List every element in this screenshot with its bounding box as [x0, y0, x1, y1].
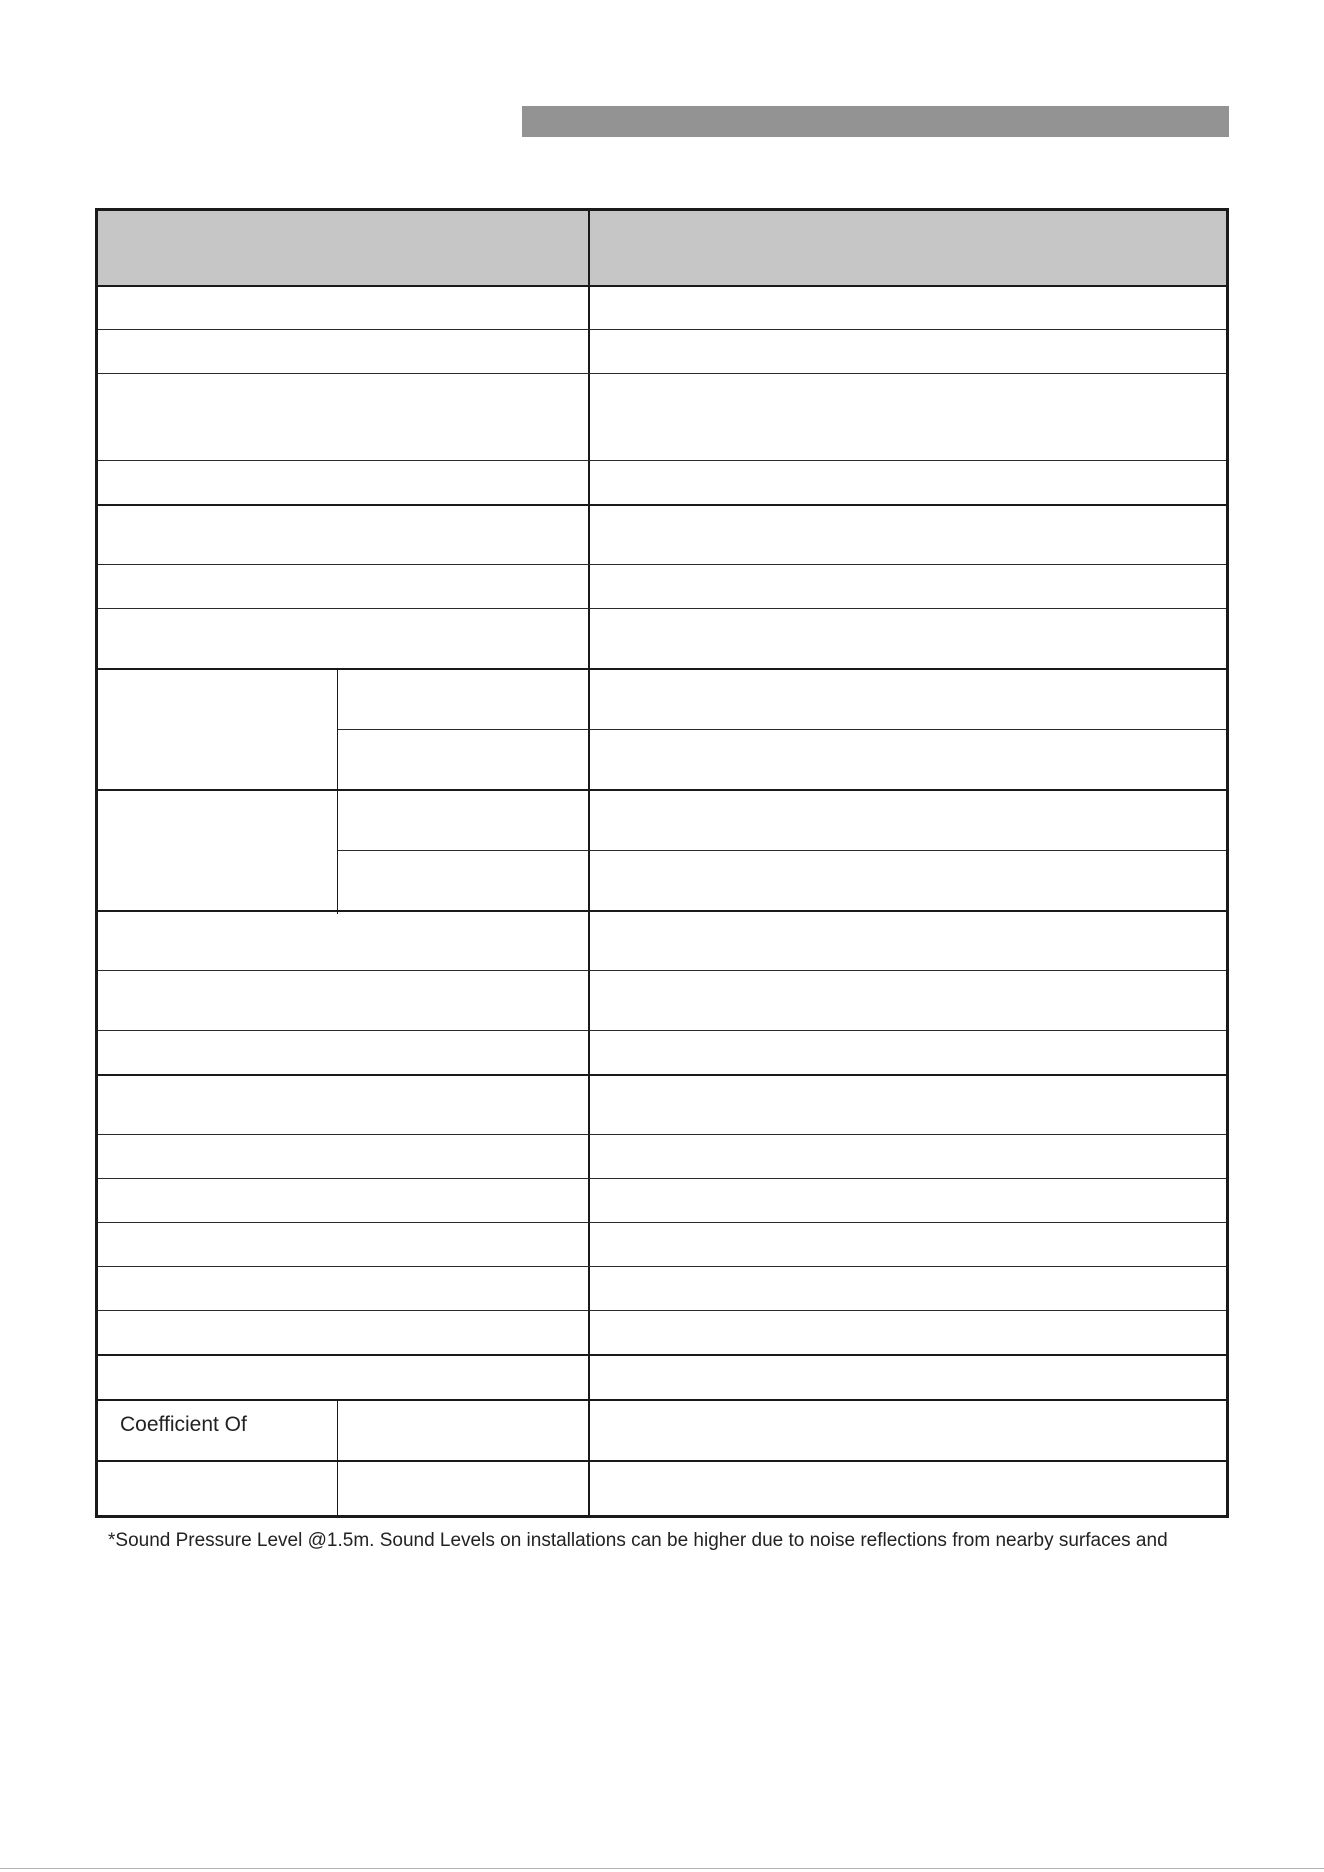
table-row: [98, 564, 1226, 565]
group-label-coefficient-of: Coefficient Of: [120, 1413, 247, 1436]
subcolumn-divider-2: [337, 1400, 338, 1518]
table-row: [98, 668, 1226, 670]
table-row: [98, 1178, 1226, 1179]
table-row: [98, 1266, 1226, 1267]
table-row: [98, 504, 1226, 506]
page-bottom-rule: [0, 1868, 1324, 1869]
table-row: [98, 1222, 1226, 1223]
table-row: [98, 970, 1226, 971]
table-row: [98, 608, 1226, 609]
table-row: [98, 1030, 1226, 1031]
subcolumn-divider-1: [337, 670, 338, 914]
header-value: [590, 211, 1226, 285]
footnote-sound-pressure: *Sound Pressure Level @1.5m. Sound Levels on installations can be higher due to noise reflections from nearby surfaces and: [108, 1530, 1168, 1551]
table-row: [338, 850, 1226, 851]
table-row: [98, 285, 1226, 287]
table-header-row: [98, 211, 1226, 285]
header-parameter: [98, 211, 588, 285]
table-row: [98, 789, 1226, 791]
table-row: [98, 1399, 1226, 1401]
table-row: [98, 373, 1226, 374]
table-row: [98, 1310, 1226, 1311]
table-row: [98, 460, 1226, 461]
table-row: [98, 1354, 1226, 1356]
column-divider: [588, 211, 590, 1518]
table-row: [98, 910, 1226, 912]
table-row: [98, 1134, 1226, 1135]
table-row: [98, 329, 1226, 330]
section-header-bar: [522, 106, 1229, 137]
table-row: [338, 729, 1226, 730]
table-row: [98, 1074, 1226, 1076]
table-row: [98, 1460, 1226, 1462]
spec-table: [95, 208, 1229, 1518]
